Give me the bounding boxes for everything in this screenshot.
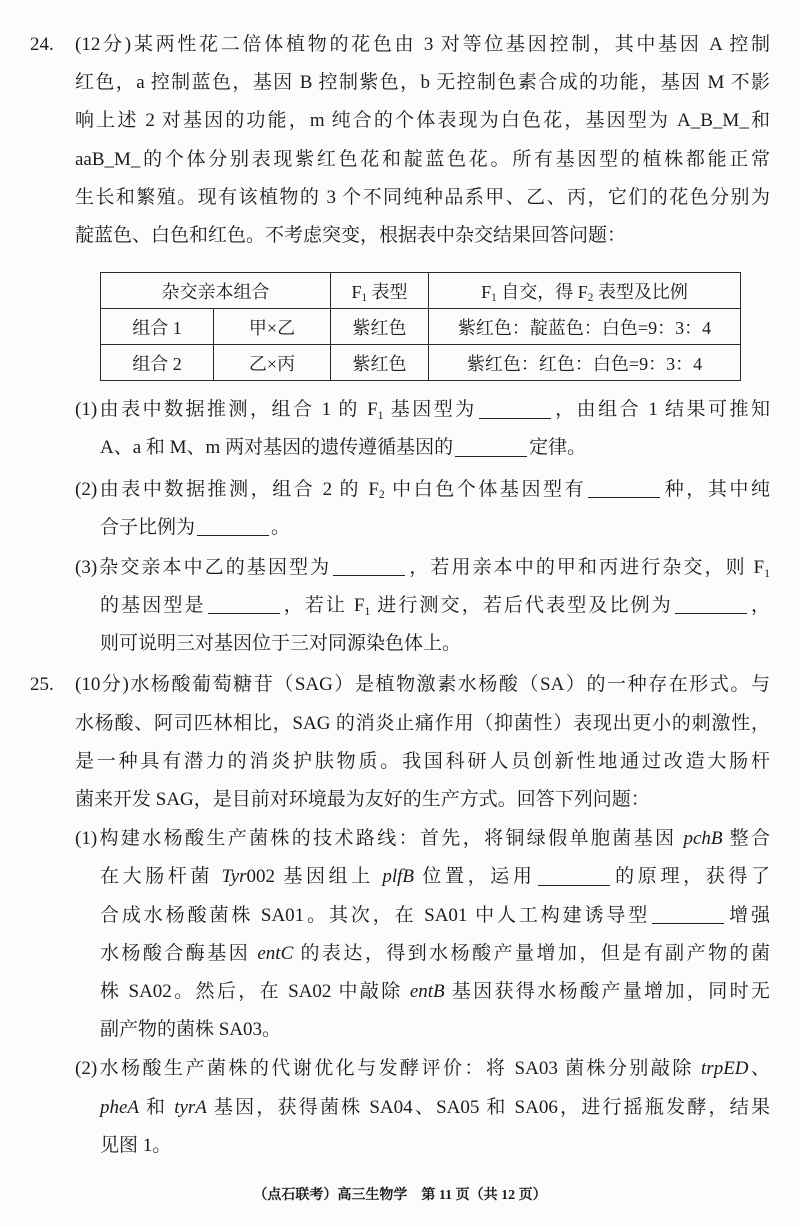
text-run: (12分)某两性花二倍体植物的花色由 3 对等位基因控制，其中基因 A 控制 (75, 34, 770, 55)
text-run: 紫红色 (352, 317, 407, 338)
table-header-row (101, 273, 741, 309)
text-run: 靛蓝色、白色和红色。不考虑突变，根据表中杂交结果回答问题： (75, 224, 627, 246)
sub-question-2 (75, 471, 770, 547)
text-run: 基因型为 (383, 399, 477, 421)
text-run: 株 SA02。然后，在 SA02 中敲除 (100, 980, 410, 1002)
text-line (75, 705, 770, 743)
text-run: (10分)水杨酸葡萄糖苷（SAG）是植物激素水杨酸（SA）的一种存在形式。与 (75, 674, 770, 696)
text-line (100, 1011, 770, 1049)
answer-blank (208, 594, 280, 614)
gene-name: entC (257, 942, 294, 964)
subscript: 1 (377, 408, 384, 422)
question-stem (75, 666, 770, 819)
text-line (100, 897, 770, 935)
text-run: 、 (748, 1058, 770, 1080)
gene-name: trpED (701, 1058, 749, 1080)
table-row (101, 345, 741, 381)
text-run: 紫红色：红色：白色=9：3：4 (466, 353, 703, 374)
text-line (100, 1089, 770, 1127)
table-cell (429, 309, 741, 345)
text-run: 增强 (726, 904, 770, 926)
subscript: 1 (361, 292, 368, 305)
table-header-cell (331, 273, 429, 309)
text-run: aaB_M_的个体分别表现紫红色花和靛蓝色花。所有基因型的植株都能正常 (75, 148, 770, 170)
text-line (100, 509, 770, 547)
question-24 (0, 26, 800, 663)
answer-blank (479, 399, 551, 419)
cross-results-table (100, 272, 741, 381)
text-line (75, 743, 770, 781)
table-cell (101, 309, 214, 345)
text-line (100, 1127, 770, 1165)
text-run: 合成水杨酸菌株 SA01。其次，在 SA01 中人工构建诱导型 (100, 904, 651, 926)
answer-blank (455, 437, 527, 457)
page-footer: （点石联考）高三生物学 第 11 页（共 12 页） (253, 1188, 547, 1203)
text-line (75, 179, 770, 217)
text-run: (2)由表中数据推测，组合 2 的 F (75, 478, 379, 500)
text-line (75, 820, 770, 858)
sub-question-1 (75, 391, 770, 467)
subscript: 1 (764, 566, 771, 580)
text-run: 种，其中纯 (662, 478, 770, 500)
text-run: 紫红色 (352, 353, 407, 374)
text-line (75, 1050, 770, 1088)
text-run: 基因，获得菌株 SA04、SA05 和 SA06，进行摇瓶发酵，结果 (206, 1096, 770, 1118)
text-line (75, 217, 770, 255)
answer-blank (197, 516, 269, 536)
text-run: 则可说明三对基因位于三对同源染色体上。 (100, 633, 462, 655)
text-line (75, 471, 770, 509)
text-run: 定律。 (529, 437, 587, 459)
text-run: 002 基因组上 (246, 866, 383, 888)
text-run: 进行测交，若后代表型及比例为 (370, 595, 673, 617)
table-cell (214, 345, 331, 381)
text-run: 表型 (367, 281, 408, 302)
text-run: (1)构建水杨酸生产菌株的技术路线：首先，将铜绿假单胞菌基因 (75, 828, 684, 850)
text-run: 和 (139, 1096, 175, 1118)
text-run: F (351, 281, 362, 302)
text-run: 合子比例为 (100, 516, 196, 538)
text-run: 位置，运用 (414, 866, 536, 888)
text-run: 的基因型是 (100, 595, 206, 617)
text-run: ， (748, 595, 770, 617)
text-run: ，若用亲本中的甲和丙进行杂交，则 F (407, 556, 765, 578)
text-run: 见图 1。 (100, 1134, 172, 1156)
text-run: 的原理，获得了 (611, 866, 770, 888)
text-run: 整合 (722, 828, 770, 850)
text-run: 杂交亲本组合 (161, 281, 270, 302)
table-cell (331, 309, 429, 345)
text-run: 生长和繁殖。现有该植物的 3 个不同纯种品系甲、乙、丙，它们的花色分别为 (75, 186, 770, 208)
gene-name: pheA (100, 1096, 140, 1118)
gene-name: Tyr (221, 866, 247, 888)
table-cell (101, 345, 214, 381)
text-run: 菌来开发 SAG，是目前对环境最为友好的生产方式。回答下列问题： (75, 789, 650, 810)
table-cell (214, 309, 331, 345)
text-run: 红色，a 控制蓝色，基因 B 控制紫色，b 无控制色素合成的功能，基因 M 不影 (75, 72, 770, 94)
sub-question-2 (75, 1050, 770, 1165)
table-row (101, 309, 741, 345)
answer-blank (652, 904, 724, 924)
text-line (75, 781, 770, 819)
text-run: 中白色个体基因型有 (384, 478, 587, 500)
text-run: 响上述 2 对基因的功能，m 纯合的个体表现为白色花，基因型为 A_B_M_和 (75, 110, 770, 132)
text-line (75, 26, 770, 64)
text-run: 自交，得 F (496, 281, 588, 302)
text-run: 甲×乙 (248, 317, 296, 338)
text-run: A、a 和 M、m 两对基因的遗传遵循基因的 (100, 437, 454, 459)
text-line (100, 935, 770, 973)
text-line (100, 625, 770, 663)
table-header-cell (101, 273, 331, 309)
sub-question-1 (75, 820, 770, 1049)
text-run: ，若让 F (281, 595, 365, 617)
question-number: 25. (30, 674, 54, 696)
text-run: 表型及比例 (593, 281, 688, 302)
gene-name: plfB (382, 866, 414, 888)
text-run: (1)由表中数据推测，组合 1 的 F (75, 399, 378, 421)
text-line (75, 666, 770, 704)
text-line (75, 64, 770, 102)
text-line (100, 858, 770, 896)
answer-blank (538, 866, 610, 886)
text-run: 在大肠杆菌 (100, 866, 222, 888)
text-run: 。 (271, 516, 291, 538)
text-run: 紫红色：靛蓝色：白色=9：3：4 (457, 317, 712, 338)
text-run: 组合 2 (132, 353, 182, 374)
text-run: 乙×丙 (248, 353, 296, 374)
answer-blank (333, 556, 405, 576)
gene-name: entB (409, 980, 445, 1002)
table-cell (429, 345, 741, 381)
text-run: (3)杂交亲本中乙的基因型为 (75, 556, 332, 578)
sub-question-3 (75, 549, 770, 664)
text-run: 基因获得水杨酸产量增加，同时无 (444, 980, 770, 1002)
gene-name: tyrA (174, 1096, 207, 1118)
text-line (100, 973, 770, 1011)
answer-blank (588, 478, 660, 498)
gene-name: pchB (683, 828, 723, 850)
text-run: 副产物的菌株 SA03。 (100, 1019, 282, 1041)
text-run: (2)水杨酸生产菌株的代谢优化与发酵评价：将 SA03 菌株分别敲除 (75, 1058, 702, 1080)
text-run: F (481, 281, 492, 302)
text-run: 是一种具有潜力的消炎护肤物质。我国科研人员创新性地通过改造大肠杆 (75, 750, 770, 772)
subscript: 2 (587, 292, 594, 305)
subscript: 1 (364, 604, 371, 618)
text-line (100, 587, 770, 625)
text-line (75, 102, 770, 140)
question-number: 24. (30, 34, 54, 55)
text-run: ，由组合 1 结果可推知 (552, 399, 770, 421)
text-line (75, 391, 770, 429)
text-run: 水杨酸、阿司匹林相比，SAG 的消炎止痛作用（抑菌性）表现出更小的刺激性， (75, 712, 770, 734)
subscript: 2 (378, 488, 385, 502)
text-line (75, 141, 770, 179)
text-line (75, 549, 770, 587)
question-stem (75, 26, 770, 255)
table-cell (331, 345, 429, 381)
question-25 (0, 666, 800, 1164)
table-header-cell (429, 273, 741, 309)
text-run: 水杨酸合酶基因 (100, 942, 258, 964)
text-line (100, 429, 770, 467)
text-run: 组合 1 (132, 317, 182, 338)
answer-blank (675, 594, 747, 614)
subscript: 1 (491, 292, 497, 305)
text-run: 的表达，得到水杨酸产量增加，但是有副产物的菌 (293, 942, 770, 964)
